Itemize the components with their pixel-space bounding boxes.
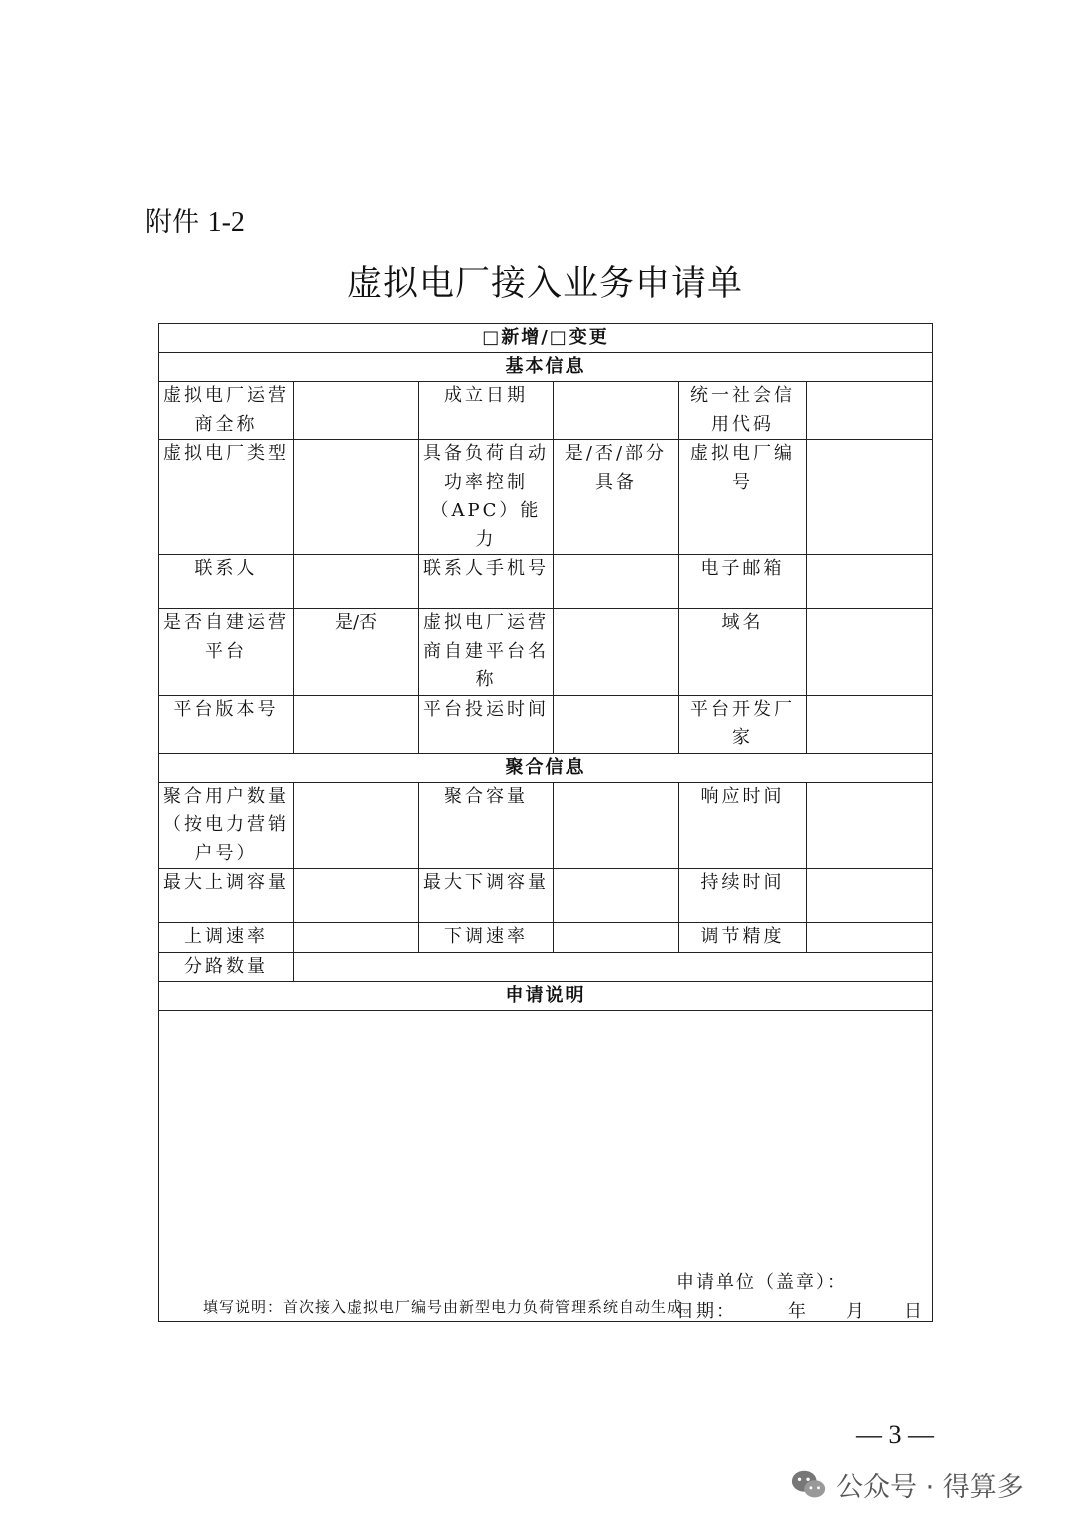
precision-field[interactable] [807,923,933,953]
branch-count-label: 分路数量 [159,952,294,982]
day-label: 日 [904,1301,924,1322]
date-label: 日期： [676,1301,736,1322]
down-rate-label: 下调速率 [419,923,554,953]
self-platform-name-field[interactable] [554,609,679,696]
vpp-type-field[interactable] [294,440,419,555]
max-up-capacity-field[interactable] [294,869,419,923]
duration-label: 持续时间 [679,869,807,923]
up-rate-label: 上调速率 [159,923,294,953]
watermark [790,1465,1024,1504]
platform-launch-label: 平台投运时间 [419,695,554,753]
section-basic-info: 基本信息 [159,353,933,382]
aggregate-capacity-field[interactable] [554,782,679,869]
establish-date-field[interactable] [554,382,679,440]
contact-label: 联系人 [159,555,294,609]
vpp-number-field[interactable] [807,440,933,555]
self-platform-name-label: 虚拟电厂运营商自建平台名称 [419,609,554,696]
wechat-icon [790,1468,828,1502]
domain-label: 域名 [679,609,807,696]
precision-label: 调节精度 [679,923,807,953]
fill-in-note: 填写说明：首次接入虚拟电厂编号由新型电力负荷管理系统自动生成。 [203,1298,700,1316]
apc-label: 具备负荷自动功率控制（APC）能力 [419,440,554,555]
document-title: 虚拟电厂接入业务申请单 [346,264,743,304]
section-aggregate-info: 聚合信息 [159,753,933,782]
attachment-number: 1-2 [207,207,245,238]
user-count-field[interactable] [294,782,419,869]
platform-launch-field[interactable] [554,695,679,753]
new-change-checkbox-row[interactable]: □新增/□变更 [159,324,933,353]
credit-code-label: 统一社会信用代码 [679,382,807,440]
vpp-number-label: 虚拟电厂编号 [679,440,807,555]
month-label: 月 [846,1301,866,1322]
email-label: 电子邮箱 [679,555,807,609]
sign-date-line [676,1298,924,1327]
platform-vendor-field[interactable] [807,695,933,753]
self-platform-label: 是否自建运营平台 [159,609,294,696]
max-up-capacity-label: 最大上调容量 [159,869,294,923]
establish-date-label: 成立日期 [419,382,554,440]
credit-code-field[interactable] [807,382,933,440]
operator-full-name-label: 虚拟电厂运营商全称 [159,382,294,440]
year-label: 年 [788,1301,808,1322]
max-down-capacity-label: 最大下调容量 [419,869,554,923]
application-explain-area[interactable] [159,1011,933,1322]
self-platform-value[interactable]: 是/否 [294,609,419,696]
operator-full-name-field[interactable] [294,382,419,440]
contact-field[interactable] [294,555,419,609]
watermark-text: 公众号 · 得算多 [836,1472,1024,1503]
contact-phone-label: 联系人手机号 [419,555,554,609]
max-down-capacity-field[interactable] [554,869,679,923]
applicant-unit-label: 申请单位（盖章）： [676,1272,847,1293]
page-number: — 3 — [856,1420,934,1449]
vpp-type-label: 虚拟电厂类型 [159,440,294,555]
user-count-label: 聚合用户数量（按电力营销户号） [159,782,294,869]
platform-version-field[interactable] [294,695,419,753]
section-application-explain: 申请说明 [159,982,933,1011]
contact-phone-field[interactable] [554,555,679,609]
domain-field[interactable] [807,609,933,696]
platform-vendor-label: 平台开发厂家 [679,695,807,753]
response-time-label: 响应时间 [679,782,807,869]
response-time-field[interactable] [807,782,933,869]
aggregate-capacity-label: 聚合容量 [419,782,554,869]
application-form-table [158,323,933,1322]
platform-version-label: 平台版本号 [159,695,294,753]
email-field[interactable] [807,555,933,609]
down-rate-field[interactable] [554,923,679,953]
attachment-label [145,200,245,239]
up-rate-field[interactable] [294,923,419,953]
attachment-text: 附件 [145,207,199,238]
apc-value[interactable]: 是/否/部分具备 [554,440,679,555]
duration-field[interactable] [807,869,933,923]
branch-count-field[interactable] [294,952,933,982]
